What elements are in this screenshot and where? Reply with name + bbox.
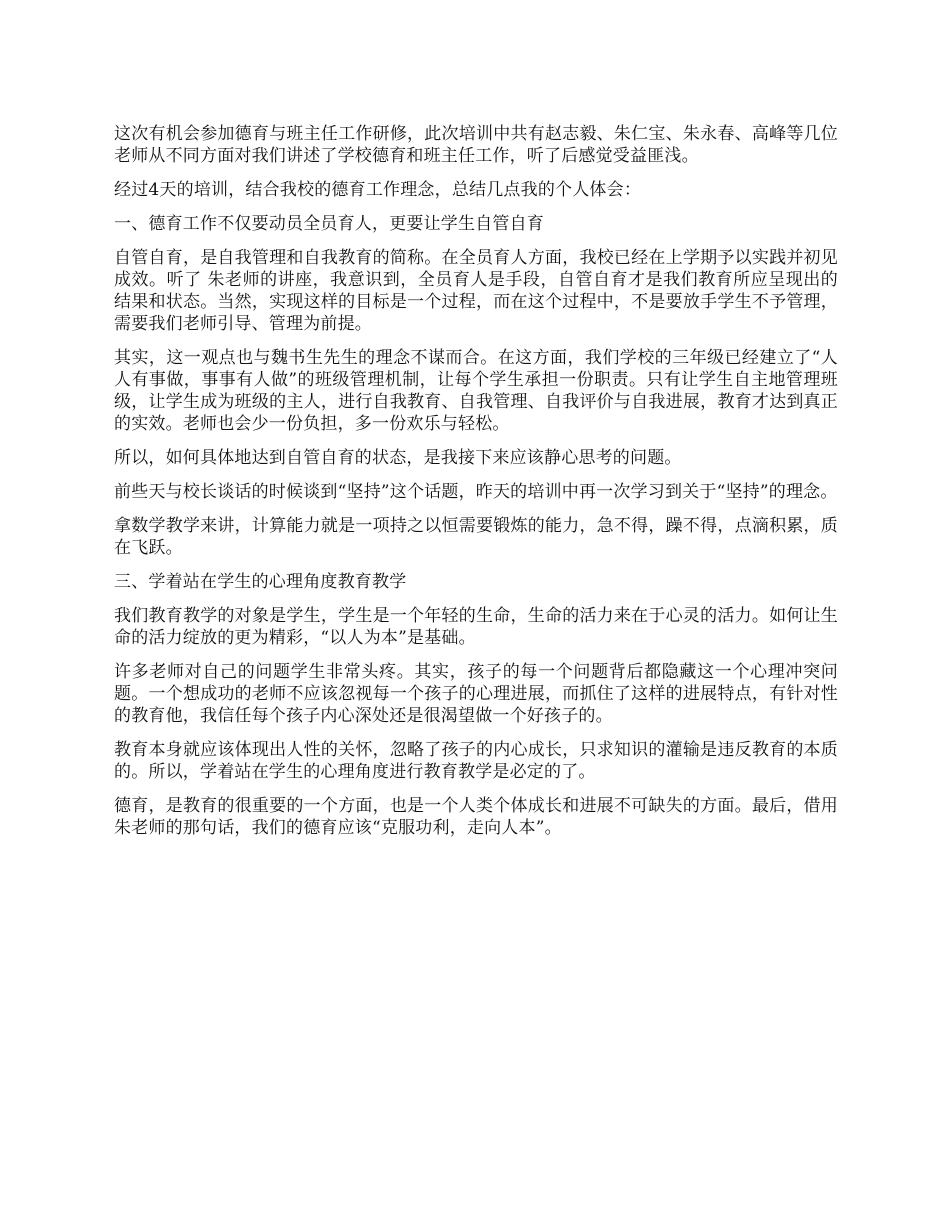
body-paragraph: 所以，如何具体地达到自管自育的状态，是我接下来应该静心思考的问题。	[114, 448, 682, 468]
summary-paragraph: 经过4天的培训，结合我校的德育工作理念，总结几点我的个人体会：	[114, 180, 642, 200]
section-heading-3: 三、学着站在学生的心理角度教育教学	[114, 572, 407, 592]
body-paragraph: 拿数学教学来讲，计算能力就是一项持之以恒需要锻炼的能力，急不得，躁不得，点滴积累，质在飞跃。	[114, 516, 838, 558]
body-paragraph: 教育本身就应该体现出人性的关怀，忽略了孩子的内心成长，只求知识的灌输是违反教育的本质的。所以，学着站在学生的心理角度进行教育教学是必定的了。	[114, 740, 838, 782]
body-paragraph: 前些天与校长谈话的时候谈到“坚持”这个话题，昨天的培训中再一次学习到关于“坚持”的理念。	[114, 482, 838, 502]
body-paragraph: 许多老师对自己的问题学生非常头疼。其实，孩子的每一个问题背后都隐藏这一个心理冲突问题。一个想成功的老师不应该忽视每一个孩子的心理进展，而抓住了这样的进展特点，有针对性的教育他，我信任每个孩子内心深处还是很渴望做一个好孩子的。	[114, 662, 838, 726]
closing-paragraph: 德育，是教育的很重要的一个方面，也是一个人类个体成长和进展不可缺失的方面。最后，借用朱老师的那句话，我们的德育应该“克服功利，走向人本”。	[114, 796, 838, 838]
intro-paragraph: 这次有机会参加德育与班主任工作研修，此次培训中共有赵志毅、朱仁宝、朱永春、高峰等几位老师从不同方面对我们讲述了学校德育和班主任工作，听了后感觉受益匪浅。	[114, 124, 838, 166]
body-paragraph: 我们教育教学的对象是学生，学生是一个年轻的生命，生命的活力来在于心灵的活力。如何让生命的活力绽放的更为精彩，“以人为本”是基础。	[114, 606, 838, 648]
section-heading-1: 一、德育工作不仅要动员全员育人，更要让学生自管自育	[114, 214, 544, 234]
body-paragraph: 其实，这一观点也与魏书生先生的理念不谋而合。在这方面，我们学校的三年级已经建立了“人人有事做，事事有人做”的班级管理机制，让每个学生承担一份职责。只有让学生自主地管理班级，让学生成为班级的主人，进行自我教育、自我管理、自我评价与自我进展，教育才达到真正的实效。老师也会少一份负担，多一份欢乐与轻松。	[114, 348, 838, 434]
body-paragraph: 自管自育，是自我管理和自我教育的简称。在全员育人方面，我校已经在上学期予以实践并初见成效。听了 朱老师的讲座，我意识到，全员育人是手段，自管自育才是我们教育所应呈现出的结果和状态。当然，实现这样的目标是一个过程，而在这个过程中，不是要放手学生不予管理，需要我们老师引导、管理为前提。	[114, 248, 838, 334]
